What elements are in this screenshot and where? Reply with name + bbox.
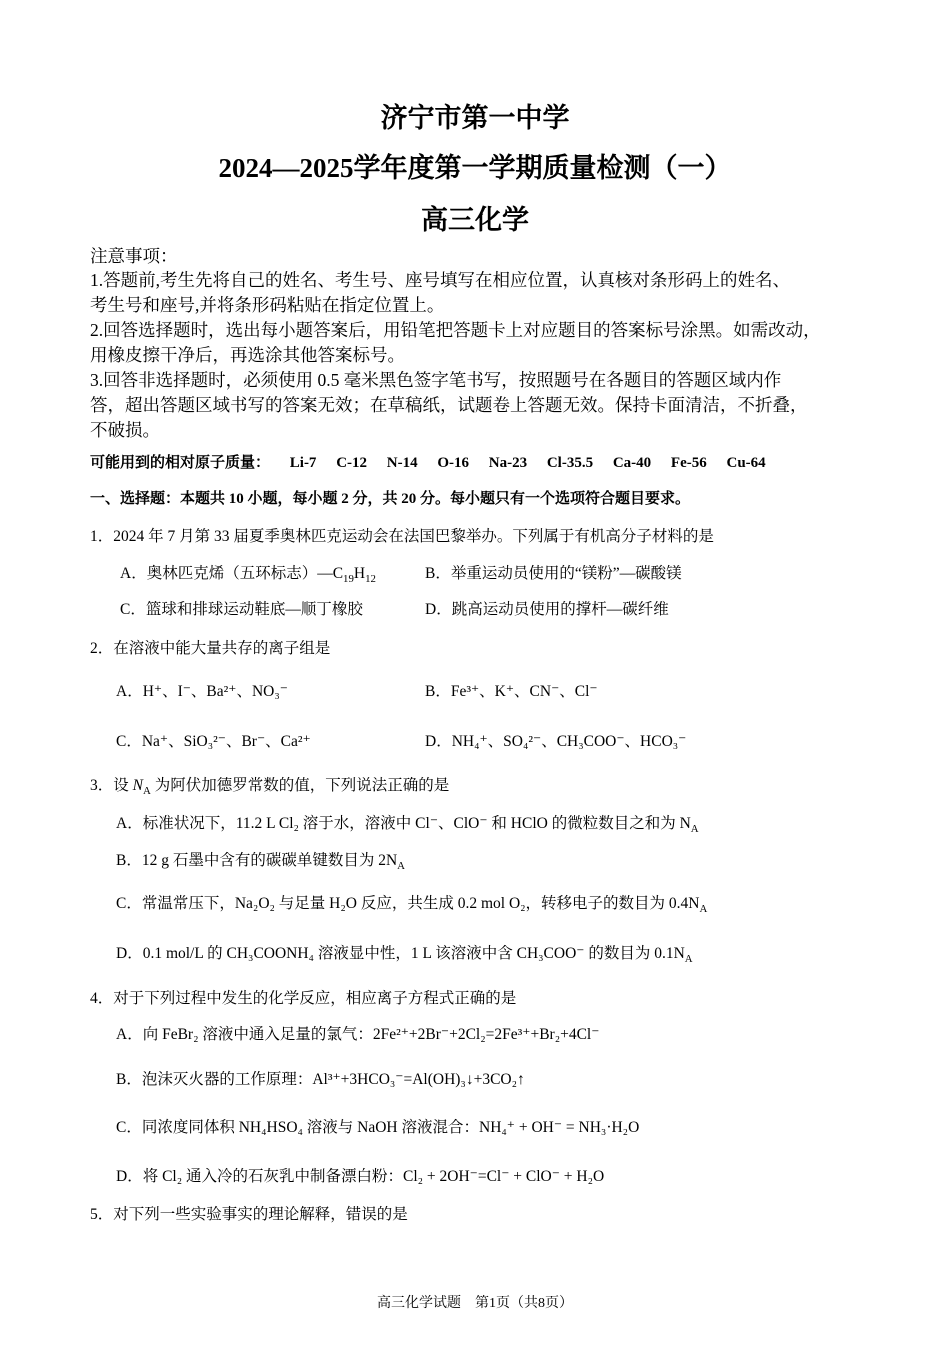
notice-item1-line2: 考生号和座号,并将条形码粘贴在指定位置上。 xyxy=(90,295,445,315)
atomic-mass-label: 可能用到的相对原子质量： xyxy=(90,455,271,471)
notice-item1-line1: 1.答题前,考生先将自己的姓名、考生号、座号填写在相应位置，认真核对条形码上的姓名、 xyxy=(90,270,790,290)
subject-title: 高三化学 xyxy=(421,205,529,235)
q1-option-d: D．跳高运动员使用的撑杆—碳纤维 xyxy=(425,601,669,618)
atomic-mass-na: Na-23 xyxy=(488,455,528,471)
q2-option-d: D．NH₄⁺、SO₄²⁻、CH₃COO⁻、HCO₃⁻ xyxy=(425,733,687,750)
q3-stem: 3．设 $N_A$ 为阿伏加德罗常数的值，下列说法正确的是 xyxy=(90,777,450,798)
q1-option-b: B．举重运动员使用的“镁粉”—碳酸镁 xyxy=(425,565,682,582)
q3-option-d: D．0.1 mol/L 的 CH₃COONH₄ 溶液显中性，1 L 该溶液中含 CH₃COO⁻ 的数目为 $0.1N_A$ xyxy=(116,945,693,966)
q4-stem: 4．对于下列过程中发生的化学反应，相应离子方程式正确的是 xyxy=(90,990,517,1007)
q4-option-a: A．向 FeBr₂ 溶液中通入足量的氯气：2Fe²⁺+2Br⁻+2Cl₂=2Fe³⁺+Br₂+4Cl⁻ xyxy=(116,1026,600,1043)
q2-option-c: C．Na⁺、SiO₃²⁻、Br⁻、Ca²⁺ xyxy=(116,733,311,750)
q4-option-b: B．泡沫灭火器的工作原理：Al³⁺+3HCO₃⁻=Al(OH)₃↓+3CO₂↑ xyxy=(116,1071,525,1088)
q2-option-a: A．H⁺、I⁻、Ba²⁺、NO₃⁻ xyxy=(116,683,288,700)
q1-option-a: A．奥林匹克烯（五环标志）$—C_{19}H_{12}$ xyxy=(120,565,376,586)
page-footer: 高三化学试题 第1页（共8页） xyxy=(377,1296,573,1311)
atomic-mass-cu: Cu-64 xyxy=(726,455,766,471)
atomic-mass-n: N-14 xyxy=(386,455,418,471)
atomic-mass-fe: Fe-56 xyxy=(670,455,707,471)
q3-option-a: A．标准状况下，11.2 L Cl₂ 溶于水，溶液中 Cl⁻、ClO⁻ 和 HClO 的微粒数目之和为 $N_A$ xyxy=(116,815,699,836)
section1-heading: 一、选择题：本题共 10 小题，每小题 2 分，共 20 分。每小题只有一个选项符合题目要求。 xyxy=(90,491,691,507)
atomic-mass-cl: Cl-35.5 xyxy=(546,455,594,471)
q4-option-c: C．同浓度同体积 NH₄HSO₄ 溶液与 NaOH 溶液混合：NH₄⁺ + OH⁻ = NH₃·H₂O xyxy=(116,1119,640,1136)
q3-option-c: C．常温常压下，Na₂O₂ 与足量 H₂O 反应，共生成 0.2 mol O₂，转移电子的数目为 $0.4N_A$ xyxy=(116,895,708,916)
atomic-mass-o: O-16 xyxy=(437,455,470,471)
notice-item2-line2: 用橡皮擦干净后，再选涂其他答案标号。 xyxy=(90,345,405,365)
atomic-mass-c: C-12 xyxy=(336,455,368,471)
atomic-mass-line xyxy=(90,451,782,472)
notice-item2-line1: 2.回答选择题时，选出每小题答案后，用铅笔把答题卡上对应题目的答案标号涂黑。如需改动， xyxy=(90,320,821,340)
notice-item3-line3: 不破损。 xyxy=(90,420,160,440)
notice-heading: 注意事项： xyxy=(90,246,178,266)
q2-option-b: B．Fe³⁺、K⁺、CN⁻、Cl⁻ xyxy=(425,683,598,700)
q1-option-c: C．篮球和排球运动鞋底—顺丁橡胶 xyxy=(120,601,363,618)
q5-stem: 5．对下列一些实验事实的理论解释，错误的是 xyxy=(90,1206,408,1223)
school-title: 济宁市第一中学 xyxy=(380,103,570,133)
q2-stem: 2．在溶液中能大量共存的离子组是 xyxy=(90,640,331,657)
exam-title: 2024—2025学年度第一学期质量检测（一） xyxy=(218,153,732,183)
notice-item3-line2: 答，超出答题区域书写的答案无效；在草稿纸，试题卷上答题无效。保持卡面清洁，不折叠， xyxy=(90,395,808,415)
atomic-mass-li: Li-7 xyxy=(289,455,317,471)
q4-option-d: D．将 Cl₂ 通入冷的石灰乳中制备漂白粉：Cl₂ + 2OH⁻=Cl⁻ + ClO⁻ + H₂O xyxy=(116,1168,605,1185)
atomic-mass-ca: Ca-40 xyxy=(612,455,652,471)
q3-option-b: B．12 g 石墨中含有的碳碳单键数目为 $2N_A$ xyxy=(116,852,406,873)
q1-stem: 1．2024 年 7 月第 33 届夏季奥林匹克运动会在法国巴黎举办。下列属于有机高分子材料的是 xyxy=(90,528,714,545)
notice-item3-line1: 3.回答非选择题时，必须使用 0.5 毫米黑色签字笔书写，按照题号在各题目的答题区域内作 xyxy=(90,370,782,390)
